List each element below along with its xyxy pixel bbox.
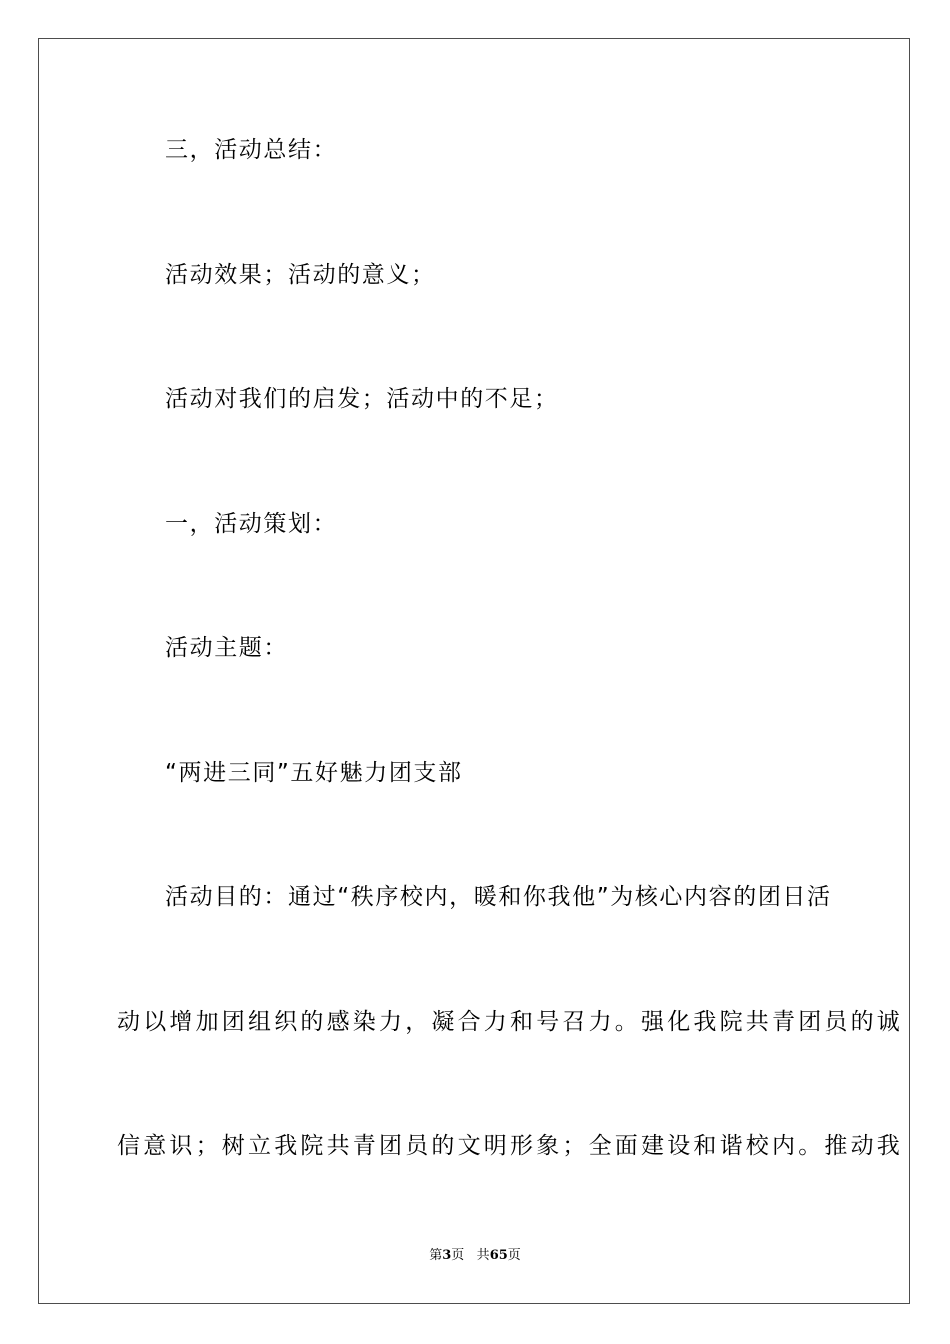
paragraph-effect-meaning: 活动效果；活动的意义； xyxy=(165,262,436,288)
page-border xyxy=(38,38,910,1304)
total-suffix: 页 xyxy=(507,1248,521,1263)
page-prefix: 第 xyxy=(429,1248,443,1263)
paragraph-inspiration-shortcomings: 活动对我们的启发；活动中的不足； xyxy=(165,386,559,412)
paragraph-theme-text: “两进三同”五好魅力团支部 xyxy=(165,760,463,786)
total-prefix: 共 xyxy=(476,1248,490,1263)
page-number: 3 xyxy=(442,1248,452,1263)
total-pages: 65 xyxy=(489,1248,508,1263)
page-footer xyxy=(0,1248,950,1264)
section-heading-summary: 三，活动总结： xyxy=(165,137,338,163)
page-suffix: 页 xyxy=(451,1248,465,1263)
paragraph-purpose-line-2: 动以增加团组织的感染力，凝合力和号召力。强化我院共青团员的诚 xyxy=(117,1009,903,1035)
paragraph-purpose-line-3: 信意识；树立我院共青团员的文明形象；全面建设和谐校内。推动我 xyxy=(117,1133,903,1159)
paragraph-purpose-line-1: 活动目的：通过“秩序校内，暖和你我他”为核心内容的团日活 xyxy=(165,884,832,910)
paragraph-theme-label: 活动主题： xyxy=(165,635,288,661)
section-heading-planning: 一，活动策划： xyxy=(165,511,338,537)
